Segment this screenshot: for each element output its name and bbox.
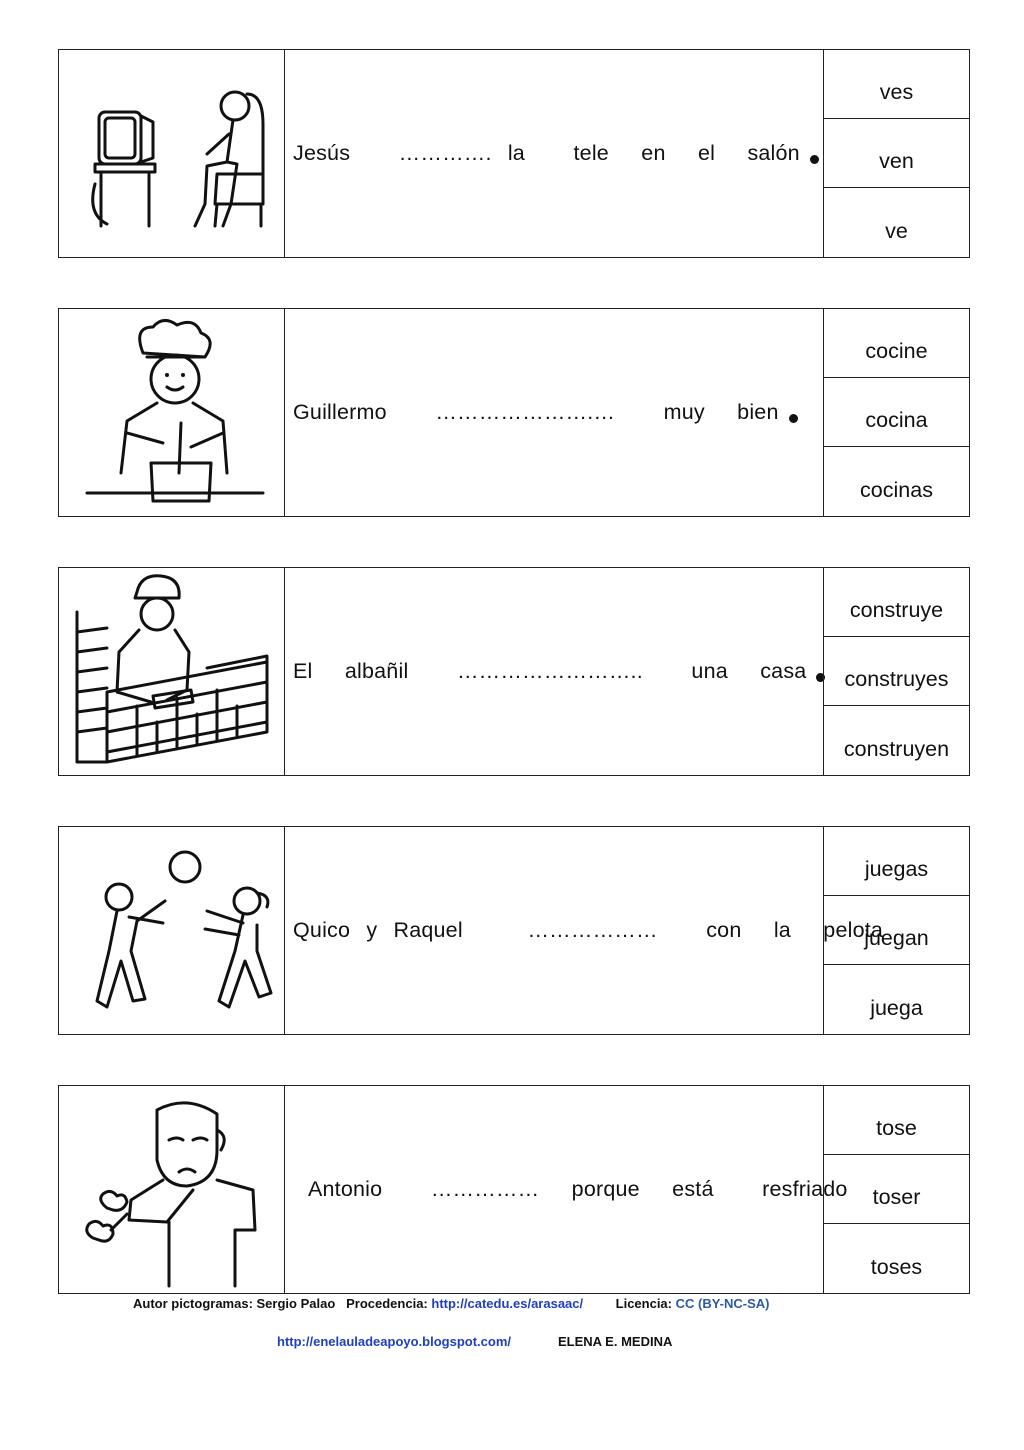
person-watching-tv-icon — [67, 54, 277, 254]
option-cell[interactable]: juegan — [824, 896, 969, 965]
exercise-row — [58, 49, 970, 258]
options-column — [823, 50, 969, 257]
sentence-text — [285, 50, 825, 257]
pictogram-cell — [59, 1086, 285, 1293]
blog-line — [277, 1334, 672, 1349]
options-column — [823, 1086, 969, 1293]
option-cell[interactable]: ves — [824, 50, 969, 119]
option-cell[interactable]: tose — [824, 1086, 969, 1155]
pictogram-cell — [59, 309, 285, 516]
exercise-row — [58, 1085, 970, 1294]
pictogram-cell — [59, 827, 285, 1034]
cook-stirring-pot-icon — [67, 313, 277, 513]
sentence-label: Jesús …………. la tele en el salón — [293, 141, 800, 165]
exercise-row — [58, 826, 970, 1035]
option-cell[interactable]: cocinas — [860, 477, 933, 502]
sentence-text — [285, 568, 825, 775]
author-credit: Autor pictogramas: Sergio Palao — [133, 1296, 336, 1311]
author-name: ELENA E. MEDINA — [557, 1334, 673, 1349]
option-cell[interactable]: cocina — [824, 378, 969, 447]
license-value: CC (BY-NC-SA) — [675, 1296, 770, 1311]
option-cell[interactable]: toses — [870, 1254, 923, 1279]
pictogram-cell — [59, 50, 285, 257]
match-dot[interactable] — [789, 414, 798, 423]
option-cell[interactable]: cocine — [824, 309, 969, 378]
option-cell[interactable]: ve — [885, 218, 908, 243]
options-column — [823, 309, 969, 516]
sentence-text — [285, 1086, 848, 1293]
option-cell[interactable]: toser — [824, 1155, 969, 1224]
source-label: Procedencia: — [346, 1296, 428, 1311]
match-dot[interactable] — [810, 155, 819, 164]
option-cell[interactable]: construyen — [843, 736, 950, 761]
sentence-label: Quico y Raquel ……………… con la pelota — [293, 918, 884, 942]
exercise-row — [58, 567, 970, 776]
options-column — [823, 568, 969, 775]
option-cell[interactable]: ven — [824, 119, 969, 188]
sentence-label: El albañil …………………….. una casa — [293, 659, 807, 683]
sentence-label: Guillermo ………………….… muy bien — [293, 400, 779, 424]
pictogram-cell — [59, 568, 285, 775]
blog-link[interactable]: http://enelauladeapoyo.blogspot.com/ — [277, 1334, 512, 1349]
sentence-label: Antonio …………… porque está resfriado — [293, 1177, 848, 1201]
option-cell[interactable]: construyes — [824, 637, 969, 706]
sentence-text — [285, 827, 884, 1034]
exercise-row — [58, 308, 970, 517]
credits-line — [133, 1296, 770, 1311]
children-playing-ball-icon — [67, 831, 277, 1031]
license-label: Licencia: — [615, 1296, 672, 1311]
boy-coughing-icon — [67, 1090, 277, 1290]
option-cell[interactable]: juega — [870, 995, 923, 1020]
sentence-text — [285, 309, 825, 516]
option-cell[interactable]: construye — [824, 568, 969, 637]
options-column — [823, 827, 969, 1034]
option-cell[interactable]: juegas — [824, 827, 969, 896]
source-link[interactable]: http://catedu.es/arasaac/ — [431, 1296, 584, 1311]
bricklayer-building-wall-icon — [67, 572, 277, 772]
